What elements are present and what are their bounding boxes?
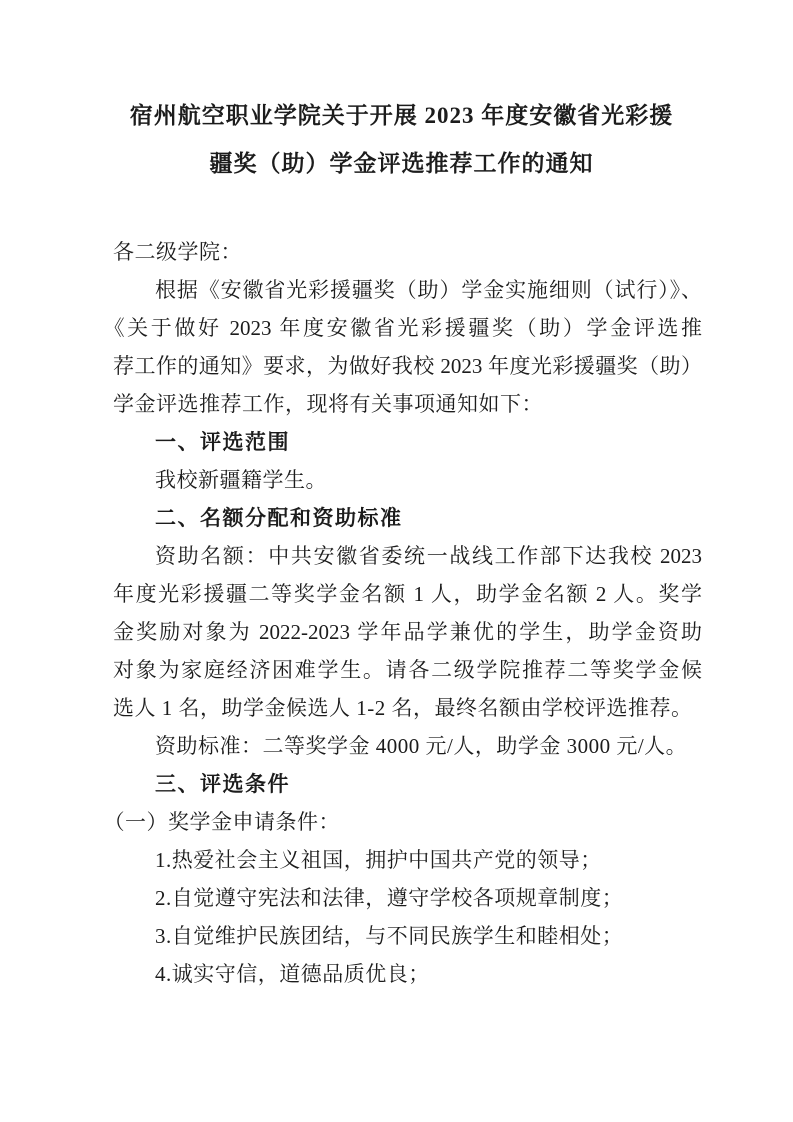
quota-line: 资助名额：中共安徽省委统一战线工作部下达我校 2023 (155, 544, 702, 568)
section-2-heading: 二、名额分配和资助标准 (155, 506, 403, 530)
salutation: 各二级学院： (113, 240, 242, 264)
title-line-1: 宿州航空职业学院关于开展 2023 年度安徽省光彩援 (129, 103, 674, 128)
condition-item: 2.自觉遵守宪法和法律，遵守学校各项规章制度； (155, 886, 624, 910)
section-1-heading: 一、评选范围 (155, 430, 290, 454)
section-1-body: 我校新疆籍学生。 (155, 468, 327, 492)
scholarship-condition-list (113, 841, 702, 993)
notice-title (110, 0, 693, 188)
condition-item: 1.热爱社会主义祖国，拥护中国共产党的领导； (155, 848, 602, 872)
quota-line: 金奖励对象为 2022-2023 学年品学兼优的学生，助学金资助 (113, 620, 702, 644)
section-3-heading: 三、评选条件 (155, 772, 290, 796)
intro-paragraph (103, 271, 702, 423)
quota-line: 选人 1 名，助学金候选人 1-2 名，最终名额由学校评选推荐。 (113, 696, 693, 720)
section-2-paragraph-quota (113, 537, 702, 727)
notice-body (103, 233, 702, 993)
intro-line: 学金评选推荐工作，现将有关事项通知如下： (113, 392, 543, 416)
intro-line: 荐工作的通知》要求，为做好我校 2023 年度光彩援疆奖（助） (113, 354, 702, 378)
section-2-paragraph-standard: 资助标准：二等奖学金 4000 元/人，助学金 3000 元/人。 (155, 734, 688, 758)
intro-line: 根据《安徽省光彩援疆奖（助）学金实施细则（试行）》、 (155, 278, 702, 302)
intro-line: 《关于做好 2023 年度安徽省光彩援疆奖（助）学金评选推 (103, 316, 702, 340)
title-line-2: 疆奖（助）学金评选推荐工作的通知 (209, 151, 594, 176)
condition-item: 4.诚实守信，道德品质优良； (155, 962, 430, 986)
quota-line: 对象为家庭经济困难学生。请各二级学院推荐二等奖学金候 (113, 658, 702, 682)
condition-item: 3.自觉维护民族团结，与不同民族学生和睦相处； (155, 924, 624, 948)
section-3-subheading: （一）奖学金申请条件： (103, 810, 341, 834)
quota-line: 年度光彩援疆二等奖学金名额 1 人，助学金名额 2 人。奖学 (113, 582, 702, 606)
